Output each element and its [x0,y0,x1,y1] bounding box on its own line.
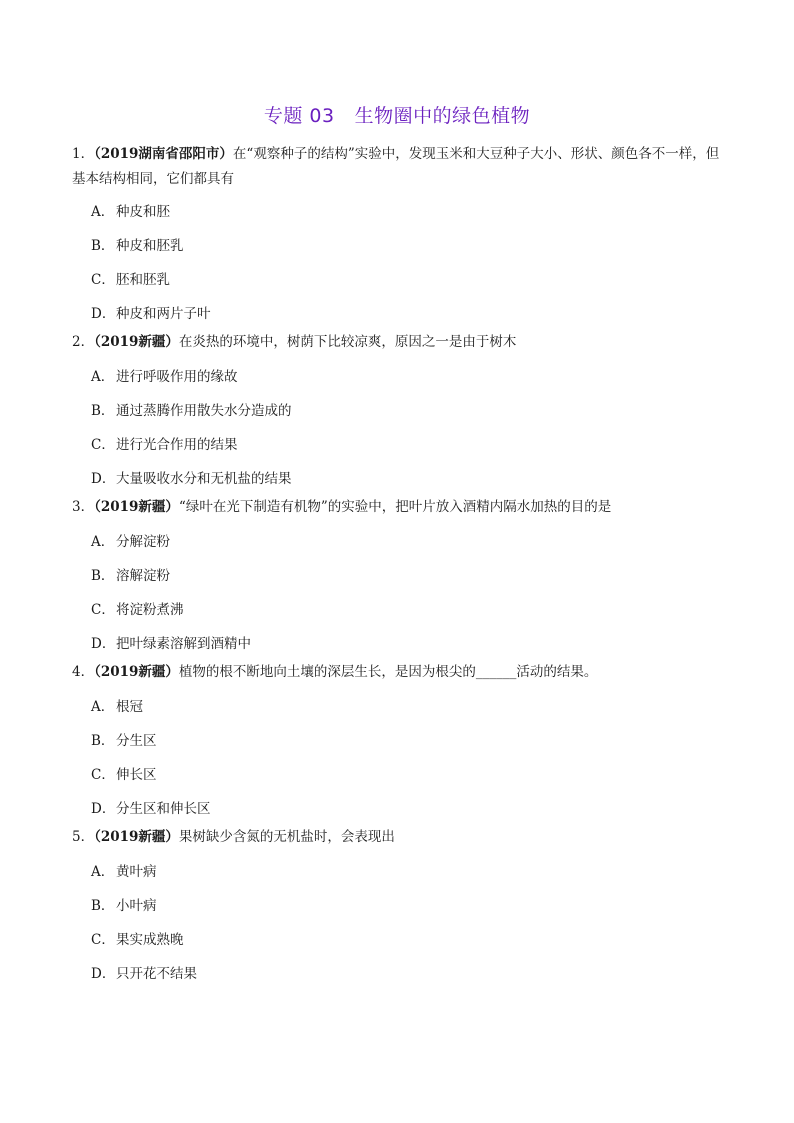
option-b [72,889,728,923]
option-c [72,593,728,627]
option-text: 大量吸收水分和无机盐的结果 [116,471,292,487]
option-d [72,792,728,826]
option-c [72,428,728,462]
title-main: 生物圈中的绿色植物 [354,105,531,127]
option-letter: D． [91,471,116,487]
title-prefix: 专题 03 [263,105,335,127]
question-text: 在炎热的环境中，树荫下比较凉爽，原因之一是由于树木 [178,334,517,350]
option-text: 只开花不结果 [116,966,197,982]
option-letter: C． [91,932,115,948]
option-letter: C． [91,767,115,783]
option-list [72,525,728,661]
option-text: 进行光合作用的结果 [116,437,238,453]
option-letter: A． [91,204,115,220]
question-2 [72,330,728,496]
option-text: 分解淀粉 [116,534,170,550]
option-text: 种皮和胚乳 [116,238,184,254]
option-b [72,394,728,428]
option-a [72,855,728,889]
question-1 [72,142,728,331]
option-letter: B． [91,403,115,419]
question-4 [72,660,728,826]
option-text: 根冠 [116,699,143,715]
option-d [72,297,728,331]
question-stem [72,330,728,355]
option-text: 黄叶病 [116,864,157,880]
question-stem [72,660,728,685]
option-d [72,957,728,991]
question-number: 5． [72,829,95,845]
option-letter: C． [91,272,115,288]
question-text: “绿叶在光下制造有机物”的实验中，把叶片放入酒精内隔水加热的目的是 [178,499,612,515]
option-text: 分生区 [116,733,157,749]
option-letter: D． [91,636,116,652]
question-stem [72,825,728,850]
option-text: 将淀粉煮沸 [116,602,184,618]
option-b [72,229,728,263]
option-letter: B． [91,568,115,584]
question-text: 果树缺少含氮的无机盐时，会表现出 [178,829,395,845]
option-text: 果实成熟晚 [116,932,184,948]
option-a [72,360,728,394]
question-number: 3． [72,499,95,515]
option-letter: D． [91,306,116,322]
option-list [72,195,728,331]
option-d [72,462,728,496]
option-text: 伸长区 [116,767,157,783]
option-letter: A． [91,699,115,715]
option-letter: D． [91,801,116,817]
question-number: 1． [72,146,95,162]
question-source: （2019新疆） [94,334,179,350]
option-letter: A． [91,534,115,550]
option-list [72,690,728,826]
question-source: （2019新疆） [94,664,179,680]
option-text: 进行呼吸作用的缘故 [116,369,238,385]
option-list [72,855,728,991]
option-b [72,724,728,758]
question-stem [72,495,728,520]
option-c [72,923,728,957]
option-text: 胚和胚乳 [116,272,170,288]
option-letter: B． [91,238,115,254]
question-number: 2． [72,334,95,350]
option-text: 通过蒸腾作用散失水分造成的 [116,403,292,419]
question-source: （2019新疆） [94,499,179,515]
question-text: 植物的根不断地向土壤的深层生长，是因为根尖的______活动的结果。 [178,664,598,680]
question-list [72,142,728,991]
option-a [72,690,728,724]
option-text: 分生区和伸长区 [116,801,211,817]
question-text: 在“观察种子的结构”实验中，发现玉米和大豆种子大小、形状、颜色各不一样，但基本结构相同，它们都具有 [72,146,720,187]
option-letter: B． [91,898,115,914]
question-stem [72,142,728,192]
option-letter: B． [91,733,115,749]
question-source: （2019湖南省邵阳市） [94,146,233,162]
page-title [0,101,794,128]
option-d [72,627,728,661]
question-5 [72,825,728,991]
option-letter: A． [91,864,115,880]
question-number: 4． [72,664,95,680]
option-text: 把叶绿素溶解到酒精中 [116,636,251,652]
option-letter: C． [91,602,115,618]
option-letter: C． [91,437,115,453]
option-text: 种皮和胚 [116,204,170,220]
option-b [72,559,728,593]
option-a [72,195,728,229]
option-c [72,263,728,297]
option-text: 种皮和两片子叶 [116,306,211,322]
option-c [72,758,728,792]
question-3 [72,495,728,661]
option-text: 小叶病 [116,898,157,914]
option-text: 溶解淀粉 [116,568,170,584]
option-letter: A． [91,369,115,385]
option-list [72,360,728,496]
option-a [72,525,728,559]
question-source: （2019新疆） [94,829,179,845]
option-letter: D． [91,966,116,982]
